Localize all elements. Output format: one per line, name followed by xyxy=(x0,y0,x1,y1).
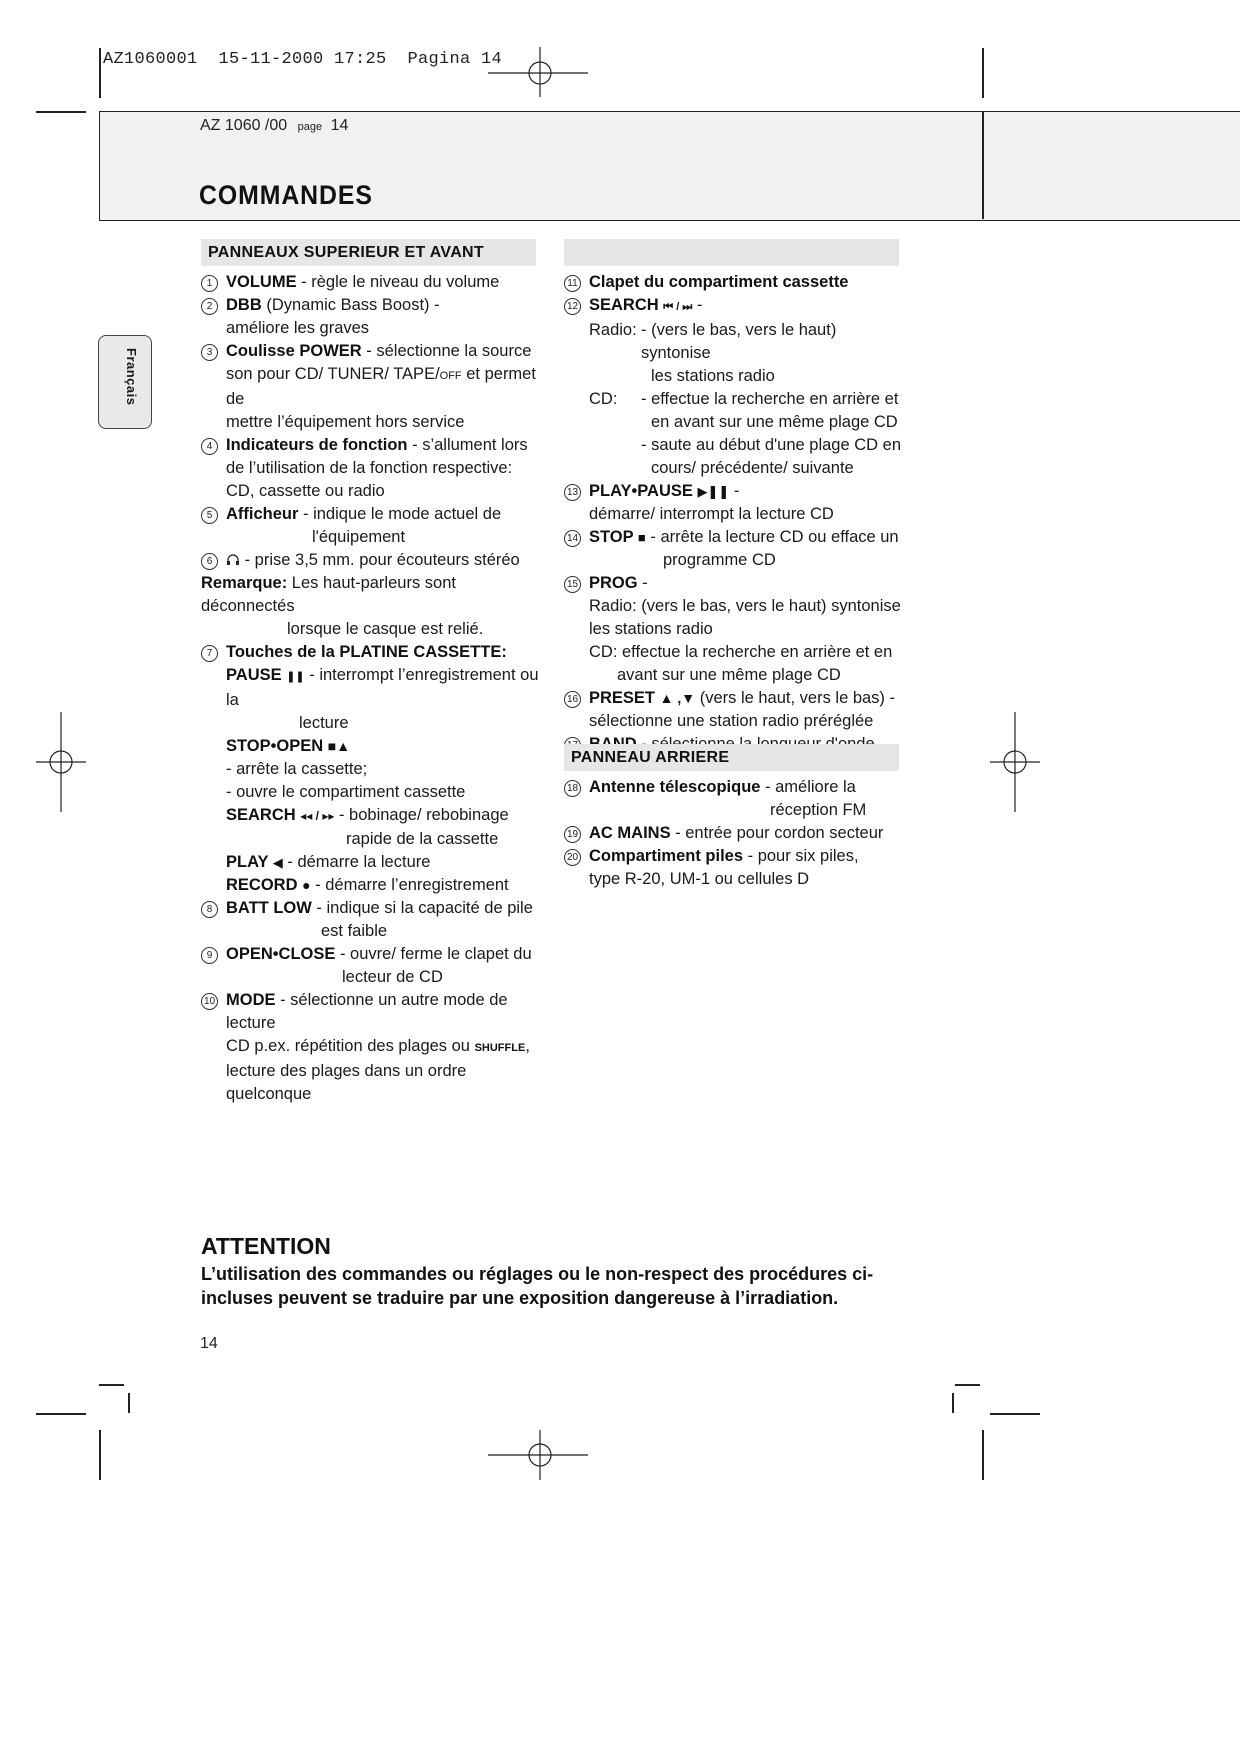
item-text: - indique si la capacité de pile xyxy=(311,899,533,917)
item-label: AC MAINS xyxy=(589,824,671,842)
item-text: cours/ précédente/ suivante xyxy=(651,459,854,477)
item-text: (Dynamic Bass Boost) - xyxy=(261,296,440,314)
item-text: - entrée pour cordon secteur xyxy=(670,824,884,842)
crop-mark xyxy=(955,1384,980,1386)
item-number: 2 xyxy=(201,298,218,315)
item-number: 9 xyxy=(201,947,218,964)
item-text: - interrompt l’enregistrement ou la xyxy=(226,666,539,709)
registration-mark-right xyxy=(990,712,1040,812)
crop-mark xyxy=(99,48,101,98)
section-heading-blank xyxy=(564,239,899,266)
item-text: - démarre la lecture xyxy=(282,853,431,871)
list-item xyxy=(201,641,546,664)
item-text: - saute au début d'une plage CD en xyxy=(641,436,902,454)
item-text: - indique le mode actuel de xyxy=(298,505,502,523)
item-number: 6 xyxy=(201,553,218,570)
item-text: - xyxy=(637,574,648,592)
right-column xyxy=(564,271,904,756)
sub-label: CD: xyxy=(589,390,618,408)
item-number: 10 xyxy=(201,993,218,1010)
item-text: - démarre l’enregistrement xyxy=(310,876,509,894)
crop-mark xyxy=(128,1393,130,1413)
item-text: CD: effectue la recherche en arrière et en xyxy=(589,643,893,661)
item-label: OPEN•CLOSE xyxy=(226,945,336,963)
list-item-sub xyxy=(564,388,904,480)
list-item xyxy=(564,271,904,294)
item-text: , xyxy=(525,1037,530,1055)
language-tab-label: Français xyxy=(124,348,139,406)
item-text: les stations radio xyxy=(651,367,775,385)
skip-icon: ⏮ / ⏭ xyxy=(663,301,693,313)
item-label: SEARCH xyxy=(589,296,664,314)
shuffle-label: SHUFFLE xyxy=(474,1042,526,1054)
item-text: mettre l’équipement hors service xyxy=(226,413,465,431)
item-text: programme CD xyxy=(663,551,776,569)
item-text: - prise 3,5 mm. pour écouteurs stéréo xyxy=(244,551,520,569)
section-heading-rear-panel: PANNEAU ARRIERE xyxy=(564,744,899,771)
list-item xyxy=(564,480,904,526)
item-label: MODE xyxy=(226,991,276,1009)
headphones-icon xyxy=(226,551,245,569)
crop-mark xyxy=(952,1393,954,1413)
list-item-sub xyxy=(564,319,904,388)
item-number: 4 xyxy=(201,438,218,455)
item-text: améliore les graves xyxy=(226,319,370,337)
item-label: VOLUME xyxy=(226,273,297,291)
crop-mark xyxy=(99,1384,124,1386)
item-text: type R-20, UM-1 ou cellules D xyxy=(589,870,810,888)
item-text: lecture xyxy=(299,714,349,732)
item-text: lecteur de CD xyxy=(342,968,443,986)
item-text: de l’utilisation de la fonction respective: xyxy=(226,459,513,477)
item-text: - sélectionne la source xyxy=(361,342,532,360)
registration-mark-top xyxy=(488,47,588,97)
play-pause-icon: ▶❚❚ xyxy=(697,484,730,499)
crop-mark xyxy=(982,1430,984,1480)
item-number: 1 xyxy=(201,275,218,292)
item-text: Radio: (vers le bas, vers le haut) syntonise xyxy=(589,597,901,615)
item-text: sélectionne une station radio préréglée xyxy=(589,712,874,730)
rear-panel-list xyxy=(564,776,904,891)
list-item xyxy=(201,897,546,943)
item-text: en avant sur une même plage CD xyxy=(651,413,898,431)
item-text: - arrête la cassette; xyxy=(226,760,368,778)
header-page-number: 14 xyxy=(330,117,349,134)
list-item-sub xyxy=(201,664,546,735)
item-label: Afficheur xyxy=(226,505,299,523)
item-text: - effectue la recherche en arrière et xyxy=(641,390,899,408)
list-item-sub xyxy=(201,735,546,804)
item-label: BATT LOW xyxy=(226,899,312,917)
item-text: réception FM xyxy=(770,801,867,819)
item-label: Clapet du compartiment cassette xyxy=(589,273,849,291)
item-label: RECORD xyxy=(226,876,303,894)
list-item xyxy=(564,845,904,891)
page-number: 14 xyxy=(200,1335,218,1352)
up-down-icon: ▲ ,▼ xyxy=(659,690,696,706)
item-label: Indicateurs de fonction xyxy=(226,436,408,454)
item-text: - arrête la lecture CD ou efface un xyxy=(645,528,899,546)
registration-mark-bottom xyxy=(488,1430,588,1480)
item-text: CD p.ex. répétition des plages ou xyxy=(226,1037,475,1055)
item-label: Antenne télescopique xyxy=(589,778,761,796)
item-number: 18 xyxy=(564,780,581,797)
item-label: STOP•OPEN xyxy=(226,737,328,755)
item-text: - (vers le bas, vers le haut) syntonise xyxy=(641,321,837,362)
list-item xyxy=(564,687,904,733)
item-number: 8 xyxy=(201,901,218,918)
crop-mark xyxy=(99,1430,101,1480)
list-item xyxy=(201,340,546,434)
item-text: (vers le haut, vers le bas) - xyxy=(695,689,896,707)
record-icon: ● xyxy=(302,877,311,893)
language-tab xyxy=(98,335,152,429)
item-number: 13 xyxy=(564,484,581,501)
list-item xyxy=(201,943,546,989)
stop-eject-icon: ■▲ xyxy=(327,738,351,754)
list-item xyxy=(201,503,546,549)
item-text: - ouvre le compartiment cassette xyxy=(226,783,466,801)
item-text: son pour CD/ TUNER/ TAPE/ xyxy=(226,365,440,383)
remark-text: lorsque le casque est relié. xyxy=(287,620,484,638)
page-word: page xyxy=(297,121,323,133)
pause-icon: ❚❚ xyxy=(286,671,305,683)
list-item xyxy=(564,776,904,822)
list-item xyxy=(201,271,546,294)
attention-body: L’utilisation des commandes ou réglages ou le non-respect des procédures ci-incluses peuvent se traduire par une exposition dangereuse à l’irradiation. xyxy=(201,1264,874,1308)
item-number: 19 xyxy=(564,826,581,843)
item-number: 7 xyxy=(201,645,218,662)
item-text: - s’allument lors xyxy=(407,436,528,454)
item-label: PLAY xyxy=(226,853,273,871)
item-label: DBB xyxy=(226,296,262,314)
list-item xyxy=(201,989,546,1106)
play-icon: ◀ xyxy=(272,855,283,870)
list-item xyxy=(201,434,546,503)
registration-mark-left xyxy=(36,712,86,812)
item-text: - pour six piles, xyxy=(743,847,859,865)
item-text: - améliore la xyxy=(760,778,856,796)
list-item-sub xyxy=(201,804,546,851)
item-text: les stations radio xyxy=(589,620,713,638)
attention-title: ATTENTION xyxy=(201,1233,331,1259)
list-item xyxy=(564,822,904,845)
item-text: - xyxy=(692,296,703,314)
item-number: 11 xyxy=(564,275,581,292)
item-label: SEARCH xyxy=(226,806,301,824)
list-item xyxy=(564,294,904,319)
item-label: Touches de la PLATINE CASSETTE: xyxy=(226,643,507,661)
section-heading-front-panels: PANNEAUX SUPERIEUR ET AVANT xyxy=(201,239,536,266)
item-text: lecture des plages dans un ordre quelconque xyxy=(226,1062,467,1103)
list-item xyxy=(201,294,546,340)
item-number: 5 xyxy=(201,507,218,524)
item-text: CD, cassette ou radio xyxy=(226,482,385,500)
list-item-sub xyxy=(201,851,546,874)
item-text: - sélectionne un autre mode de lecture xyxy=(226,991,508,1032)
list-item-sub xyxy=(201,874,546,897)
list-item xyxy=(564,526,904,572)
item-label: PLAY•PAUSE xyxy=(589,482,698,500)
stop-icon: ■ xyxy=(637,530,646,545)
wind-rewind-icon: ◂◂ / ▸▸ xyxy=(300,809,335,823)
item-number: 16 xyxy=(564,691,581,708)
sub-label: Radio: xyxy=(589,321,637,339)
item-text: - xyxy=(729,482,740,500)
crop-mark xyxy=(36,1413,86,1415)
item-text: - ouvre/ ferme le clapet du xyxy=(335,945,532,963)
item-label: Coulisse POWER xyxy=(226,342,362,360)
page-title: COMMANDES xyxy=(199,180,373,210)
remark-label: Remarque: xyxy=(201,574,288,592)
item-label: STOP xyxy=(589,528,638,546)
item-text: et permet de xyxy=(226,365,536,408)
item-number: 20 xyxy=(564,849,581,866)
item-label: PRESET xyxy=(589,689,660,707)
item-number: 3 xyxy=(201,344,218,361)
model-number: AZ 1060 /00 xyxy=(200,117,288,134)
crop-mark xyxy=(982,48,984,98)
model-line xyxy=(200,117,348,135)
item-label: PAUSE xyxy=(226,666,287,684)
crop-mark xyxy=(990,1413,1040,1415)
remark xyxy=(201,572,546,641)
list-item xyxy=(201,549,546,572)
item-number: 12 xyxy=(564,298,581,315)
item-number: 15 xyxy=(564,576,581,593)
item-text: démarre/ interrompt la lecture CD xyxy=(589,505,834,523)
item-label: PROG xyxy=(589,574,638,592)
item-label: Compartiment piles xyxy=(589,847,744,865)
item-text: - bobinage/ rebobinage xyxy=(334,806,509,824)
crop-mark xyxy=(36,111,86,113)
off-label: OFF xyxy=(439,370,462,382)
item-text: rapide de la cassette xyxy=(346,830,499,848)
item-text: - règle le niveau du volume xyxy=(296,273,500,291)
list-item xyxy=(564,572,904,687)
item-text: l'équipement xyxy=(312,528,406,546)
left-column xyxy=(201,271,546,1106)
print-slug: AZ1060001 15-11-2000 17:25 Pagina 14 xyxy=(103,50,503,69)
item-number: 14 xyxy=(564,530,581,547)
remark-text: Les haut-parleurs sont déconnectés xyxy=(201,574,456,615)
header-divider xyxy=(982,111,984,219)
item-text: est faible xyxy=(321,922,388,940)
item-text: avant sur une même plage CD xyxy=(617,666,841,684)
